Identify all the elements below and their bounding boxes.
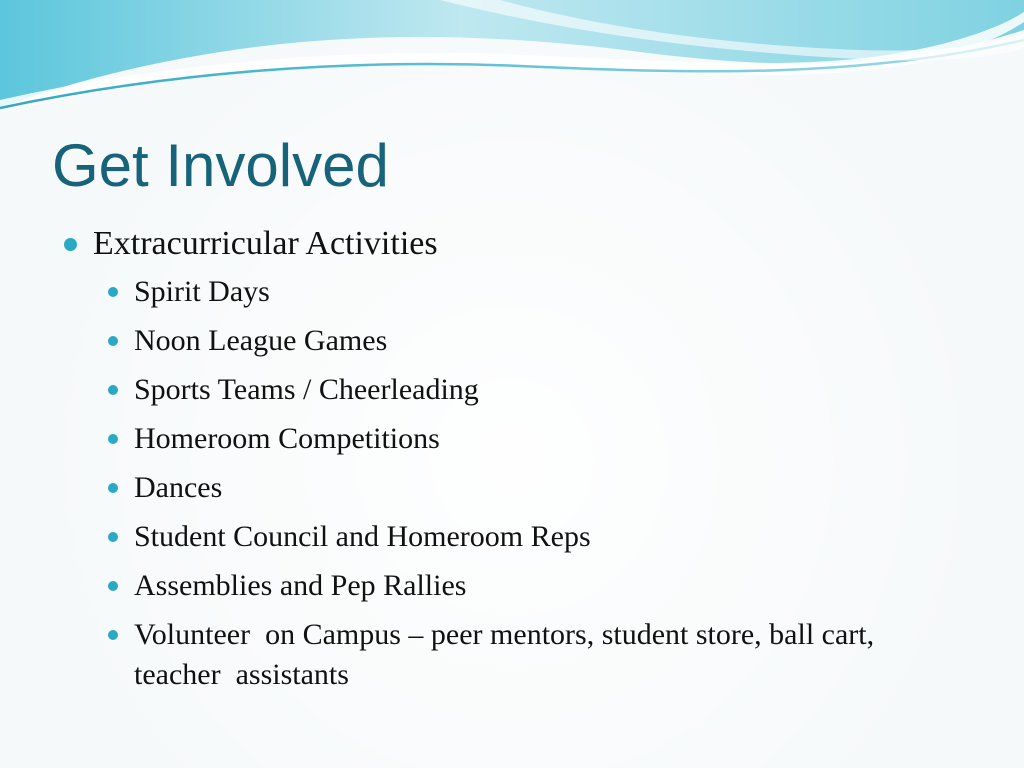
bullet-icon <box>64 238 77 251</box>
sub-list-item-text: Volunteer on Campus – peer mentors, student store, ball cart, teacher assistants <box>134 618 882 691</box>
sub-list-item <box>106 272 924 312</box>
bullet-list <box>62 222 962 704</box>
sub-list-item-text: Assemblies and Pep Rallies <box>134 569 467 602</box>
sub-list-item <box>106 370 924 410</box>
bullet-icon <box>108 630 118 640</box>
bullet-icon <box>108 385 118 395</box>
sub-list-item-text: Student Council and Homeroom Reps <box>134 520 591 553</box>
sub-list-item <box>106 566 924 606</box>
sub-list-item-text: Spirit Days <box>134 275 270 308</box>
sub-list-item <box>106 517 924 557</box>
bullet-icon <box>108 336 118 346</box>
slide-title: Get Involved <box>52 132 389 199</box>
sub-list-item <box>106 321 924 361</box>
sub-list-item <box>106 468 924 508</box>
sub-list-item <box>106 419 924 459</box>
sub-list-item-text: Sports Teams / Cheerleading <box>134 373 479 406</box>
bullet-icon <box>108 434 118 444</box>
bullet-icon <box>108 532 118 542</box>
list-item-text: Extracurricular Activities <box>93 225 438 262</box>
header-wave-decoration <box>0 0 1024 130</box>
sub-bullet-list <box>62 272 962 695</box>
sub-list-item-text: Noon League Games <box>134 324 388 357</box>
list-item <box>62 222 962 266</box>
bullet-icon <box>108 581 118 591</box>
bullet-icon <box>108 483 118 493</box>
sub-list-item-text: Homeroom Competitions <box>134 422 440 455</box>
sub-list-item <box>106 615 924 695</box>
bullet-icon <box>108 287 118 297</box>
sub-list-item-text: Dances <box>134 471 223 504</box>
